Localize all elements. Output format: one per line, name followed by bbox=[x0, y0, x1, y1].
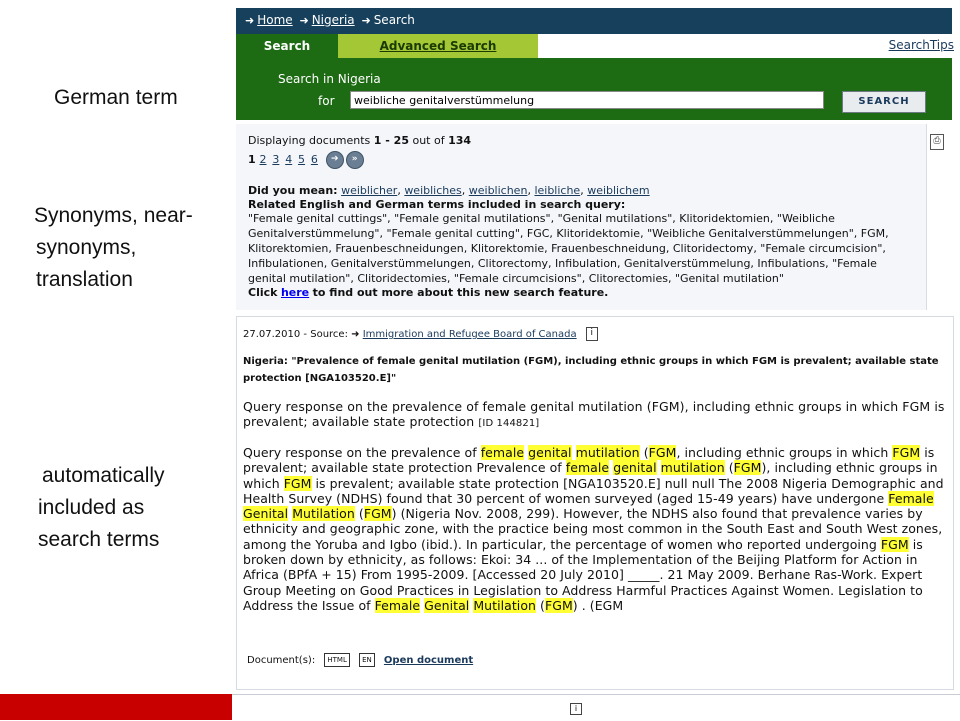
result-item bbox=[236, 316, 954, 690]
related-terms-label: Related English and German terms included in search query: bbox=[248, 198, 626, 211]
arrow-right-icon: ➜ bbox=[361, 14, 371, 27]
last-page-icon[interactable]: » bbox=[346, 151, 364, 169]
tab-advanced-search[interactable]: Advanced Search bbox=[338, 34, 538, 58]
open-document-link[interactable]: Open document bbox=[383, 655, 474, 666]
page-link[interactable]: 4 bbox=[285, 153, 293, 166]
search-input[interactable] bbox=[350, 91, 824, 109]
annotation-auto-included: automatically included as search terms bbox=[38, 464, 165, 551]
suggestion-link[interactable]: leibliche bbox=[534, 184, 581, 197]
results-count: Displaying documents 1 - 25 out of 134 bbox=[248, 134, 472, 147]
result-description: Query response on the prevalence of female genital mutilation (FGM), including ethnic groups in which FGM is prevalent; available state protection [ID 144821] bbox=[243, 399, 945, 429]
tab-search[interactable]: Search bbox=[236, 34, 338, 58]
html-icon[interactable]: HTML bbox=[324, 653, 349, 667]
feature-info: Click here to find out more about this new search feature. bbox=[248, 286, 609, 299]
print-icon[interactable]: ⎙ bbox=[930, 134, 944, 150]
annotation-german-term: German term bbox=[54, 86, 178, 109]
search-app bbox=[232, 0, 960, 694]
search-button[interactable]: SEARCH bbox=[842, 91, 926, 113]
suggestion-link[interactable]: weiblichem bbox=[587, 184, 650, 197]
breadcrumb-nigeria-link[interactable]: Nigeria bbox=[311, 13, 355, 27]
arrow-right-icon: ➜ bbox=[351, 329, 360, 340]
result-meta: 27.07.2010 - Source: ➜ Immigration and Refugee Board of Canada i bbox=[243, 327, 598, 341]
search-tips-link[interactable]: SearchTips bbox=[888, 38, 954, 52]
breadcrumb-home-link[interactable]: Home bbox=[257, 13, 293, 27]
arrow-right-icon: ➜ bbox=[245, 14, 255, 27]
suggestion-link[interactable]: weibliches bbox=[404, 184, 462, 197]
search-panel bbox=[236, 58, 952, 120]
search-label: Search in Nigeria bbox=[278, 72, 381, 86]
page-link[interactable]: 2 bbox=[259, 153, 267, 166]
en-language-icon[interactable]: EN bbox=[359, 653, 375, 667]
document-links: Document(s): HTML EN Open document bbox=[247, 655, 474, 666]
search-tabs bbox=[236, 34, 952, 58]
result-snippet: Query response on the prevalence of female genital mutilation (FGM, including ethnic groups in which FGM is prevalent; available state protection Prevalence of female genital mutilation (FGM), including ethnic groups in which FGM is prevalent; available state protection [NGA103520.E] null null The 2008 Nigeria Demographic and Health Survey (NDHS) found that 30 percent of women surveyed (aged 15-49 years) have undergone Female Genital Mutilation (FGM) (Nigeria Nov. 2008, 299). However, the NDHS also found that prevalence varies by ethnicity and geographic zone, with the practice being most common in the South East and South West zones, among the Yoruba and Igbo (ibid.). In particular, the percentage of women who reported undergoing FGM is broken down by ethnicity, as follows: Ekoi: 34 ... of the Implementation of the Beijing Platform for Action in Africa (BPfA + 15) From 1995-2009. [Accessed 20 July 2010] _____. 21 May 2009. Berhane Ras-Work. Expert Group Meeting on Good Practices in Legislation to Address Harmful Practices Against Women. Legislation to Address the Issue of Female Genital Mutilation (FGM) . (EGM bbox=[243, 445, 944, 613]
info-icon[interactable]: i bbox=[570, 703, 582, 715]
page-link[interactable]: 5 bbox=[298, 153, 306, 166]
next-page-icon[interactable]: ➔ bbox=[326, 151, 344, 169]
page-link[interactable]: 6 bbox=[310, 153, 318, 166]
suggestion-link[interactable]: weiblichen bbox=[468, 184, 528, 197]
suggestion-link[interactable]: weiblicher bbox=[341, 184, 398, 197]
annotation-synonyms: Synonyms, near- synonyms, translation bbox=[34, 204, 193, 291]
did-you-mean: Did you mean: weiblicher, weibliches, weiblichen, leibliche, weiblichem bbox=[248, 184, 650, 197]
page-current: 1 bbox=[248, 153, 256, 166]
result-title[interactable]: Nigeria: "Prevalence of female genital mutilation (FGM), including ethnic groups in which FGM is prevalent; available state protection [NGA103520.E]" bbox=[243, 356, 939, 384]
search-for-label: for bbox=[318, 94, 335, 108]
source-link[interactable]: Immigration and Refugee Board of Canada bbox=[362, 329, 577, 340]
breadcrumb bbox=[236, 8, 952, 34]
next-result-edge bbox=[232, 694, 960, 721]
feature-info-link[interactable]: here bbox=[280, 286, 310, 299]
arrow-right-icon: ➜ bbox=[299, 14, 309, 27]
results-summary bbox=[236, 124, 927, 310]
pagination bbox=[248, 151, 926, 169]
related-terms: "Female genital cuttings", "Female genital mutilations", "Genital mutilations", Klitoridektomien, "Weibliche Genitalverstümmelung", "Female genital cutting", FGC, Klitoridektomie, "Weibliche Genitalverstümmelungen", FGM, Klitorektomien, Frauenbeschneidungen, Klitorektomie, Frauenbeschneidung, Clitoridectomy, "Female circumcision", Infibulationen, Genitalverstümmelungen, Clitorectomy, Infibulation, Genitalverstümmelung, Infibulations, "Female genital mutilation", Clitoridectomies, "Female circumcisions", Clitorectomies, "Genital mutilation" bbox=[248, 212, 889, 285]
info-icon[interactable]: i bbox=[586, 327, 598, 341]
page-link[interactable]: 3 bbox=[272, 153, 280, 166]
breadcrumb-current: Search bbox=[373, 13, 415, 27]
